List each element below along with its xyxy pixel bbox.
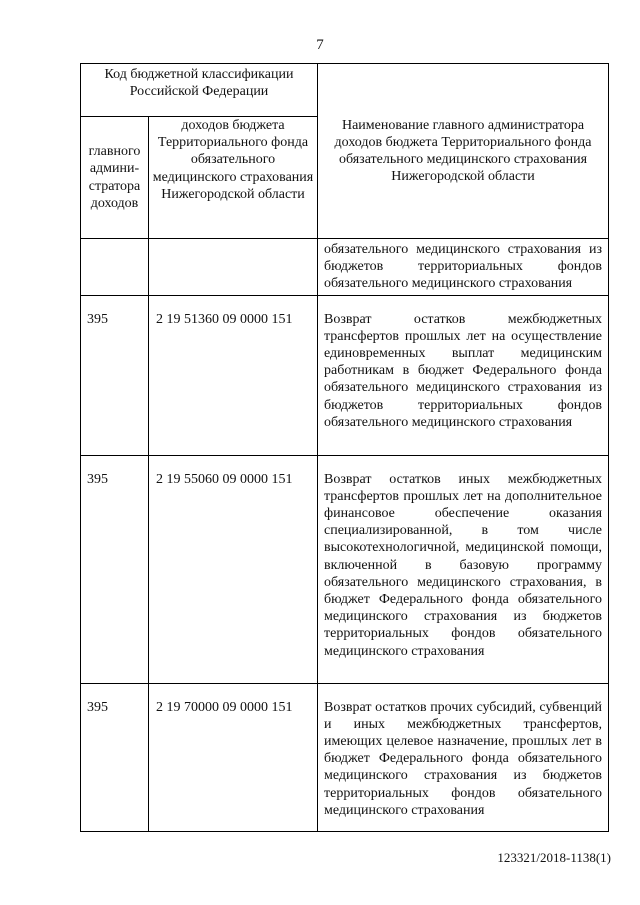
code-cell: 2 19 70000 09 0000 151 <box>149 683 318 831</box>
name-cell: обязательного медицинского страхования из бюджетов территориальных фондов обязательного медицинского страхования <box>318 239 609 296</box>
income-code-header: доходов бюджета Территориального фонда обязательного медицинского страхования Нижегородской области <box>149 117 318 239</box>
admin-code-header: главного админи- стратора доходов <box>81 117 149 239</box>
table-row <box>81 295 609 455</box>
name-cell: Возврат остатков межбюджетных трансфертов прошлых лет на осуществление единовременных выплат медицинским работникам в бюджет Федерального фонда обязательного медицинского страхования из бюджетов территориальных фондов обязательного медицинского страхования <box>318 295 609 455</box>
admin-cell <box>81 239 149 296</box>
page-number: 7 <box>316 37 324 53</box>
table-row <box>81 239 609 296</box>
admin-cell: 395 <box>81 683 149 831</box>
name-cell: Возврат остатков прочих субсидий, субвенций и иных межбюджетных трансфертов, имеющих целевое назначение, прошлых лет в бюджет Федерального фонда обязательного медицинского страхования из бюджетов территориальных фондов обязательного медицинского страхования <box>318 683 609 831</box>
budget-code-header: Код бюджетной классификации Российской Федерации <box>81 64 318 117</box>
budget-classification-table <box>80 63 609 832</box>
name-cell: Возврат остатков иных межбюджетных трансфертов прошлых лет на дополнительное финансовое обеспечение оказания специализированной, в том числе высокотехнологичной, медицинской помощи, включенной в базовую программу обязательного медицинского страхования, в бюджет Федерального фонда обязательного медицинского страхования из бюджетов территориальных фондов обязательного медицинского страхования <box>318 455 609 683</box>
admin-cell: 395 <box>81 295 149 455</box>
table-header-row <box>81 64 609 117</box>
table-row <box>81 683 609 831</box>
administrator-name-header: Наименование главного администратора доходов бюджета Территориального фонда обязательного медицинского страхования Нижегородской области <box>318 64 609 239</box>
admin-cell: 395 <box>81 455 149 683</box>
code-cell: 2 19 51360 09 0000 151 <box>149 295 318 455</box>
document-registration-number: 123321/2018-1138(1) <box>497 850 611 865</box>
code-cell: 2 19 55060 09 0000 151 <box>149 455 318 683</box>
code-cell <box>149 239 318 296</box>
table-row <box>81 455 609 683</box>
